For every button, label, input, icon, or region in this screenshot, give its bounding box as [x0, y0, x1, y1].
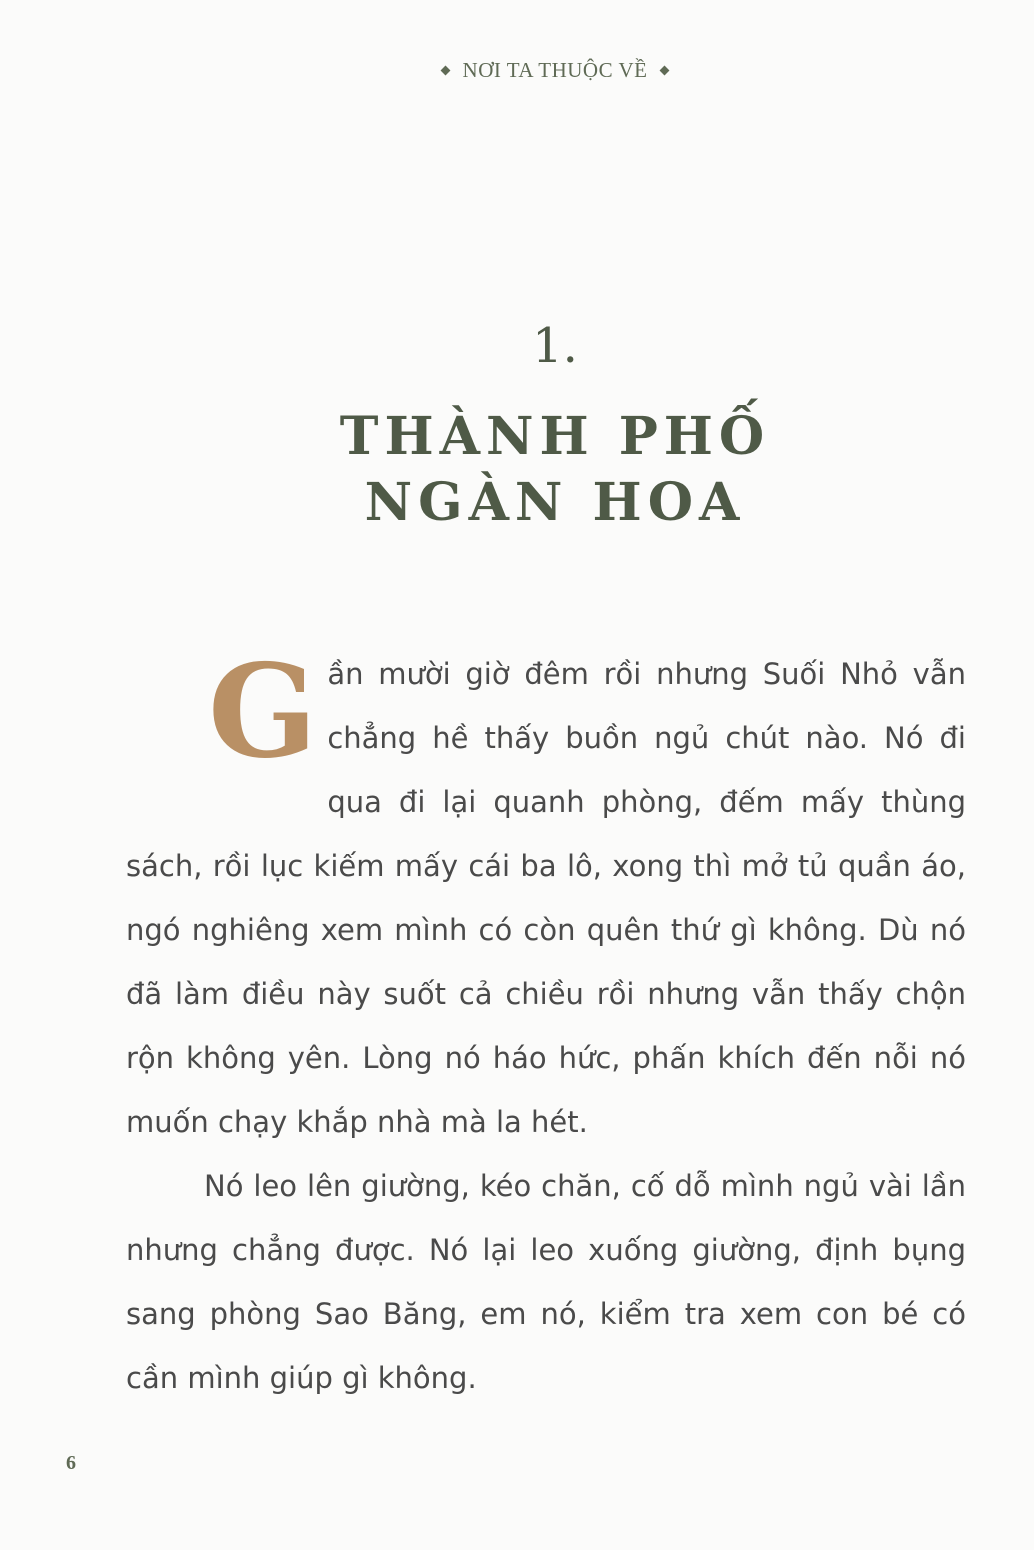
paragraph-2: Nó leo lên giường, kéo chăn, cố dỗ mình ngủ vài lần nhưng chẳng được. Nó lại leo xuống giường, định bụng sang phòng Sao Băng, em nó, kiểm tra xem con bé có cần mình giúp gì không.: [126, 1169, 966, 1395]
chapter-title-line1: THÀNH PHỐ: [339, 406, 771, 467]
chapter-number: 1.: [532, 318, 578, 374]
body-text: [126, 637, 966, 1410]
paragraph-1-text: ần mười giờ đêm rồi nhưng Suối Nhỏ vẫn chẳng hề thấy buồn ngủ chút nào. Nó đi qua đi lại quanh phòng, đếm mấy thùng sách, rồi lục kiếm mấy cái ba lô, xong thì mở tủ quần áo, ngó nghiêng xem mình có còn quên thứ gì không. Dù nó đã làm điều này suốt cả chiều rồi nhưng vẫn thấy chộn rộn không yên. Lòng nó háo hức, phấn khích đến nỗi nó muốn chạy khắp nhà mà la hét.: [126, 657, 966, 1139]
running-header: [0, 58, 1034, 83]
paragraph-1: [126, 637, 966, 1154]
diamond-ornament-icon: [440, 65, 450, 75]
diamond-ornament-icon: [660, 65, 670, 75]
page-number: 6: [66, 1452, 76, 1474]
drop-cap: G: [208, 637, 318, 787]
chapter-title-line2: NGÀN HOA: [364, 472, 746, 533]
chapter-title: [0, 404, 1034, 536]
running-header-title: NƠI TA THUỘC VỀ: [462, 58, 648, 82]
